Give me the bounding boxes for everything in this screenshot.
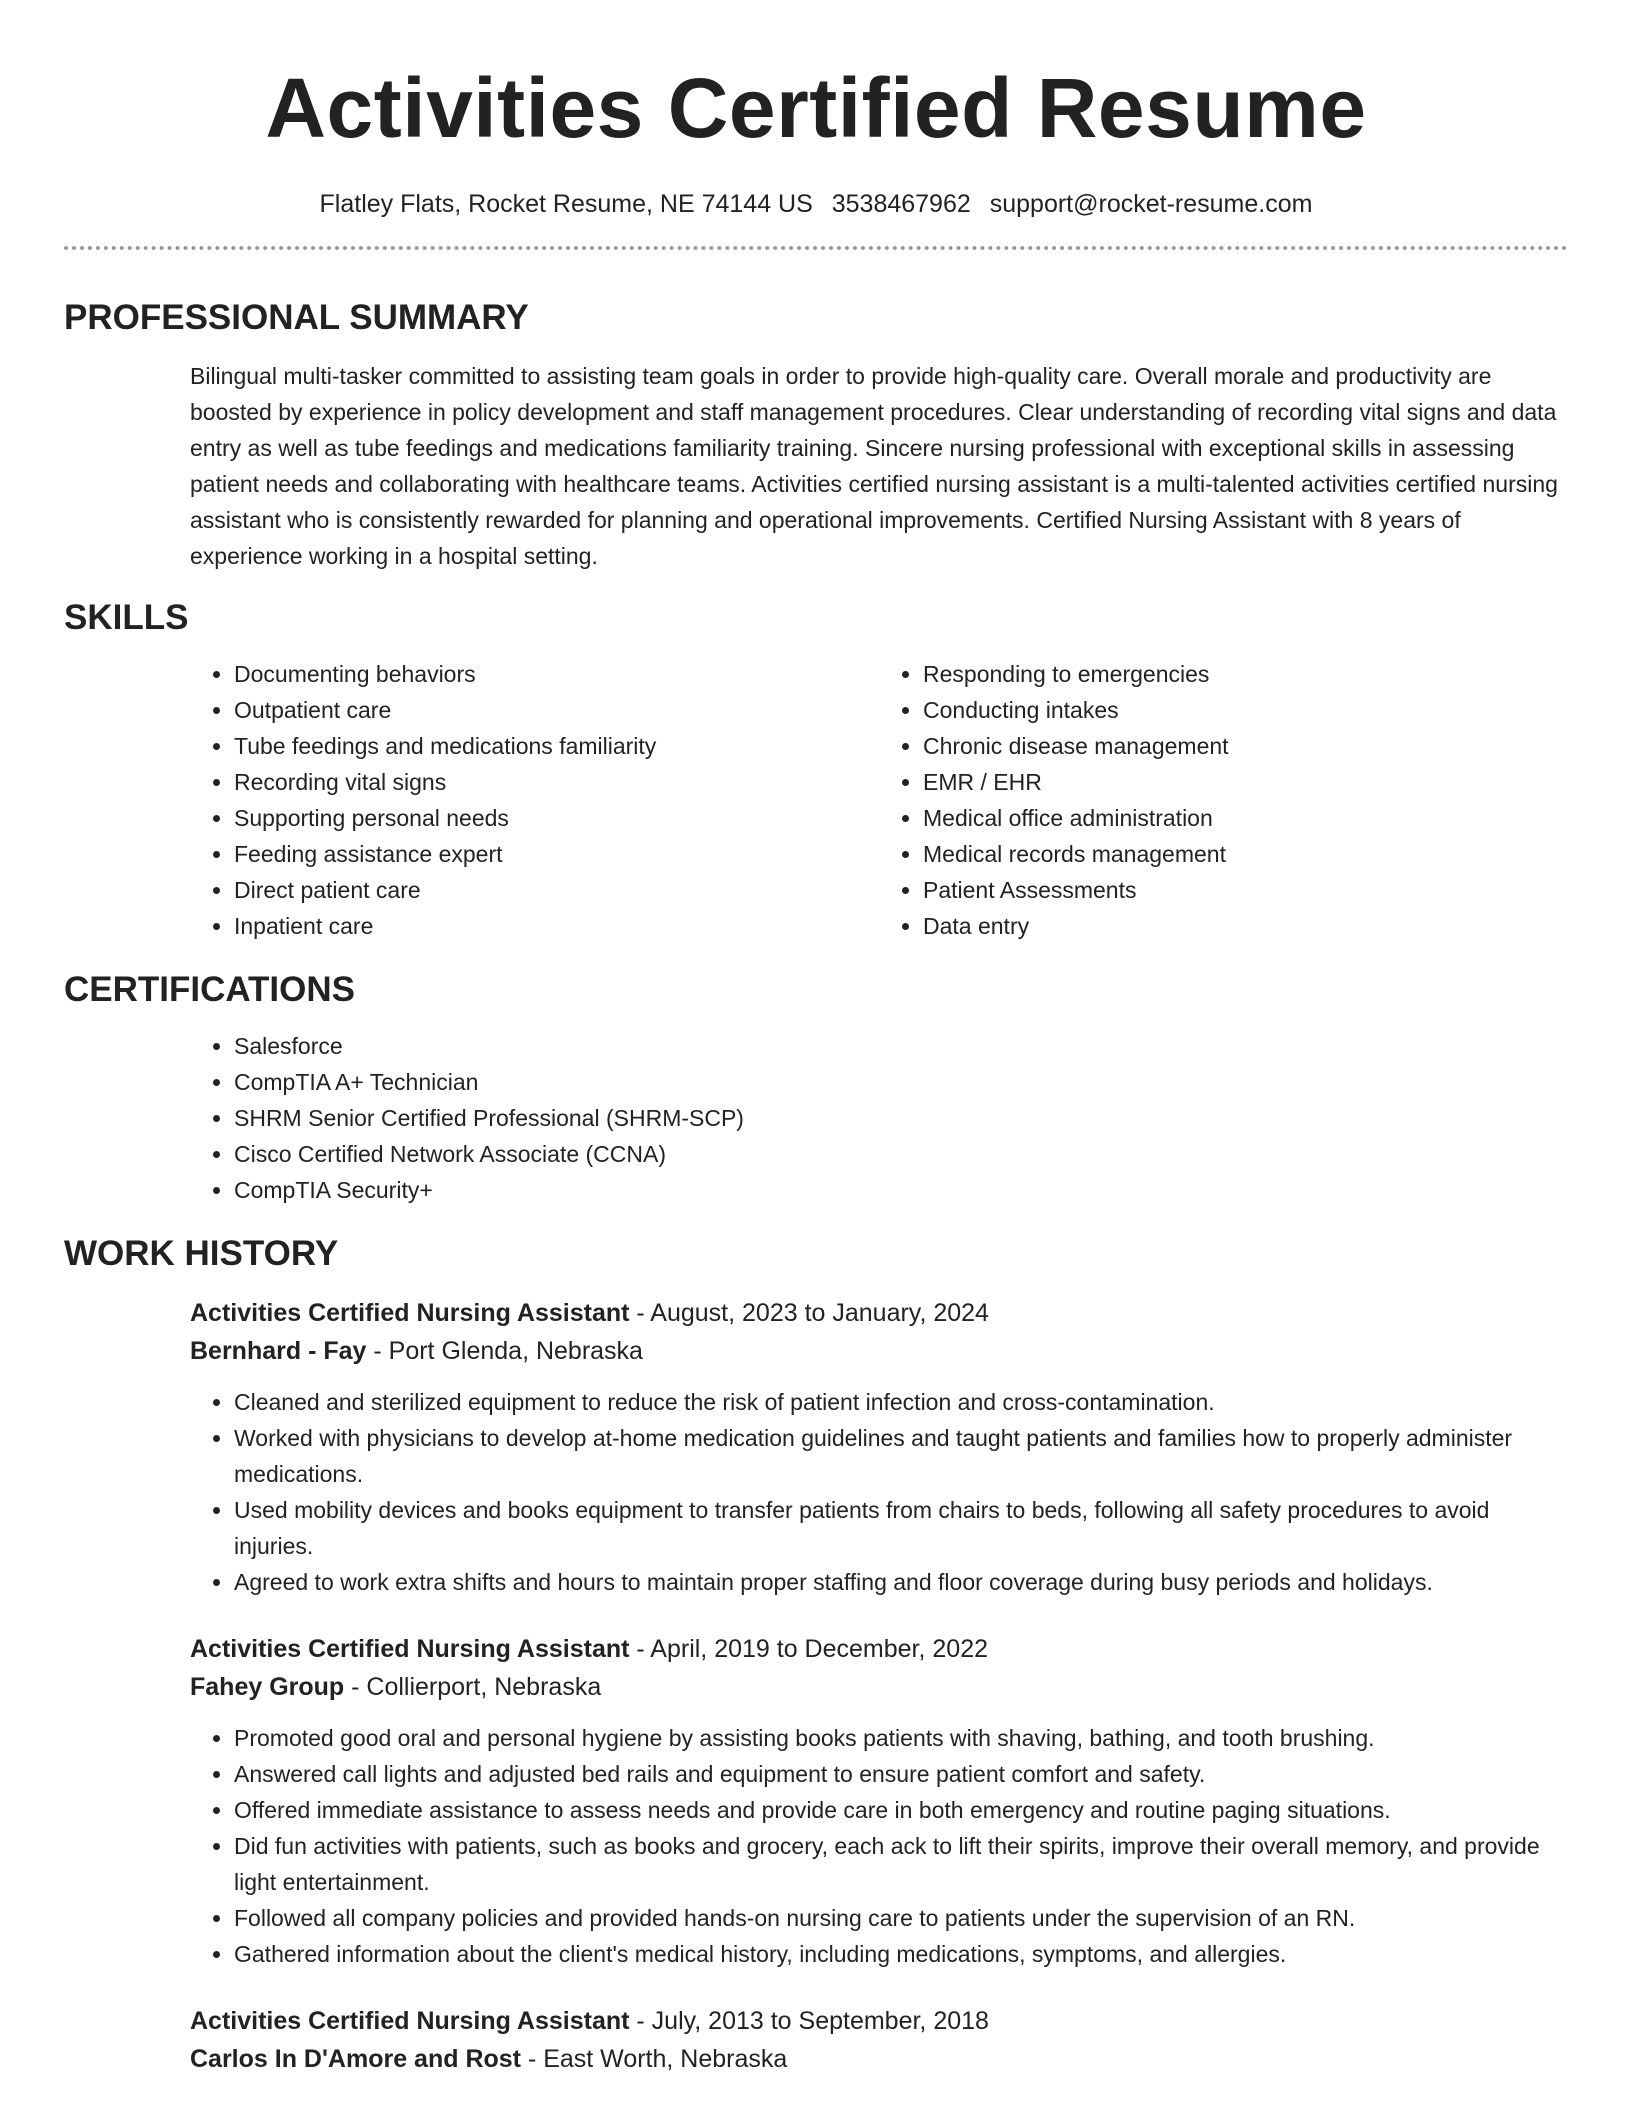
skill-item: • Supporting personal needs: [234, 800, 879, 836]
skills-list-right: [879, 656, 1568, 944]
work-history-heading: WORK HISTORY: [64, 1234, 339, 1273]
contact-address: Flatley Flats, Rocket Resume, NE 74144 US: [319, 190, 813, 218]
skills-list-left: [190, 656, 879, 944]
skill-item: • Inpatient care: [234, 908, 879, 944]
job-entry: [190, 1630, 1568, 1972]
skills-section: [64, 596, 1568, 944]
job-location: - Collierport, Nebraska: [344, 1673, 602, 1701]
skill-item: • Chronic disease management: [923, 728, 1568, 764]
skill-item: • Data entry: [923, 908, 1568, 944]
skill-item: • Responding to emergencies: [923, 656, 1568, 692]
certifications-list: [190, 1028, 1568, 1208]
skill-item: • Conducting intakes: [923, 692, 1568, 728]
skill-item: • Recording vital signs: [234, 764, 879, 800]
job-title: Activities Certified Nursing Assistant: [190, 2007, 630, 2035]
skill-item: • Outpatient care: [234, 692, 879, 728]
contact-line: [64, 188, 1568, 220]
skill-item: • Documenting behaviors: [234, 656, 879, 692]
job-bullet: • Gathered information about the client's medical history, including medications, symptoms, and allergies.: [234, 1936, 1568, 1972]
summary-heading: PROFESSIONAL SUMMARY: [64, 298, 529, 337]
job-company-line: [190, 1332, 1568, 1370]
skills-heading: SKILLS: [64, 598, 189, 637]
job-bullet: • Answered call lights and adjusted bed rails and equipment to ensure patient comfort and safety.: [234, 1756, 1568, 1792]
skill-item: • EMR / EHR: [923, 764, 1568, 800]
job-company-line: [190, 2040, 1568, 2078]
resume-page: [64, 0, 1568, 2108]
certification-item: • SHRM Senior Certified Professional (SHRM-SCP): [234, 1100, 1568, 1136]
job-title: Activities Certified Nursing Assistant: [190, 1299, 630, 1327]
work-history-section: [64, 1232, 1568, 2078]
job-entry: [190, 1294, 1568, 1600]
job-title-line: [190, 1294, 1568, 1332]
job-bullet: • Followed all company policies and provided hands-on nursing care to patients under the supervision of an RN.: [234, 1900, 1568, 1936]
summary-section: [64, 296, 1568, 574]
job-bullets: [190, 1720, 1568, 1972]
job-dates: - July, 2013 to September, 2018: [629, 2007, 989, 2035]
header-divider: [64, 246, 1568, 250]
job-bullet: • Offered immediate assistance to assess needs and provide care in both emergency and routine paging situations.: [234, 1792, 1568, 1828]
job-company-line: [190, 1668, 1568, 1706]
job-location: - East Worth, Nebraska: [521, 2045, 788, 2073]
resume-title: Activities Certified Resume: [265, 61, 1367, 155]
job-title-line: [190, 1630, 1568, 1668]
job-bullet: • Promoted good oral and personal hygiene by assisting books patients with shaving, bathing, and tooth brushing.: [234, 1720, 1568, 1756]
contact-phone: 3538467962: [831, 190, 971, 218]
skill-item: • Feeding assistance expert: [234, 836, 879, 872]
job-bullet: • Used mobility devices and books equipment to transfer patients from chairs to beds, following all safety procedures to avoid injuries.: [234, 1492, 1568, 1564]
job-bullet: • Worked with physicians to develop at-home medication guidelines and taught patients and families how to properly administer medications.: [234, 1420, 1568, 1492]
certifications-section: [64, 968, 1568, 1208]
skill-item: • Direct patient care: [234, 872, 879, 908]
job-location: - Port Glenda, Nebraska: [366, 1337, 643, 1365]
job-dates: - April, 2019 to December, 2022: [629, 1635, 988, 1663]
certification-item: • CompTIA Security+: [234, 1172, 1568, 1208]
certification-item: • CompTIA A+ Technician: [234, 1064, 1568, 1100]
job-entry: [190, 2002, 1568, 2078]
certification-item: • Cisco Certified Network Associate (CCNA): [234, 1136, 1568, 1172]
certifications-heading: CERTIFICATIONS: [64, 970, 356, 1009]
job-bullets: [190, 1384, 1568, 1600]
job-company: Fahey Group: [190, 1673, 345, 1701]
skill-item: • Patient Assessments: [923, 872, 1568, 908]
certification-item: • Salesforce: [234, 1028, 1568, 1064]
skill-item: • Medical records management: [923, 836, 1568, 872]
job-company: Carlos In D'Amore and Rost: [190, 2045, 521, 2073]
skill-item: • Medical office administration: [923, 800, 1568, 836]
job-bullet: • Agreed to work extra shifts and hours to maintain proper staffing and floor coverage during busy periods and holidays.: [234, 1564, 1568, 1600]
job-title-line: [190, 2002, 1568, 2040]
skill-item: • Tube feedings and medications familiarity: [234, 728, 879, 764]
job-title: Activities Certified Nursing Assistant: [190, 1635, 630, 1663]
job-bullet: • Cleaned and sterilized equipment to reduce the risk of patient infection and cross-contamination.: [234, 1384, 1568, 1420]
job-bullet: • Did fun activities with patients, such as books and grocery, each ack to lift their spirits, improve their overall memory, and provide light entertainment.: [234, 1828, 1568, 1900]
job-company: Bernhard - Fay: [190, 1337, 367, 1365]
summary-text: Bilingual multi-tasker committed to assisting team goals in order to provide high-quality care. Overall morale and productivity are boosted by experience in policy development and staff management procedures. Clear understanding of recording vital signs and data entry as well as tube feedings and medications familiarity training. Sincere nursing professional with exceptional skills in assessing patient needs and collaborating with healthcare teams. Activities certified nursing assistant is a multi-talented activities certified nursing assistant who is consistently rewarded for planning and operational improvements. Certified Nursing Assistant with 8 years of experience working in a hospital setting.: [190, 363, 1558, 569]
job-dates: - August, 2023 to January, 2024: [629, 1299, 989, 1327]
contact-email: support@rocket-resume.com: [989, 190, 1313, 218]
